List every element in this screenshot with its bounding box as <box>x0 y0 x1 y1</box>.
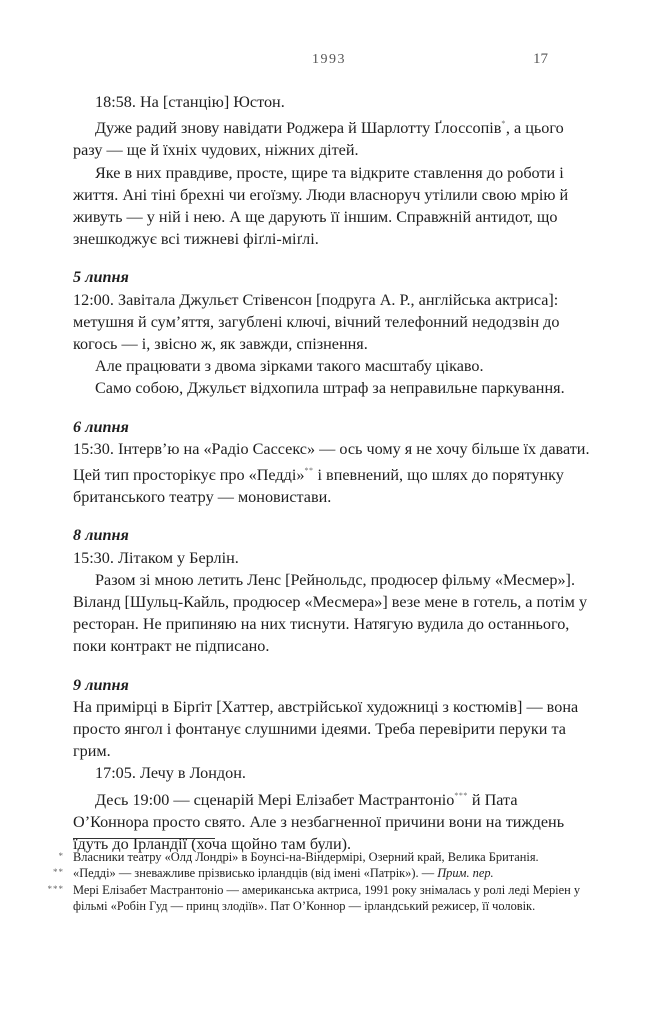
footnote-reference: *** <box>454 790 468 800</box>
footnote-mark: * <box>58 851 64 861</box>
paragraph-text: 15:30. Інтерв’ю на «Радіо Сассекс» — ось чому я не хочу більше їх давати. Цей тип просторікує про «Педді» <box>73 439 590 485</box>
footnote-body <box>73 865 594 881</box>
footnote-mark: ** <box>53 867 64 878</box>
date-heading: 6 липня <box>73 417 129 436</box>
paragraph: Але працювати з двома зірками такого масштабу цікаво. <box>95 357 484 376</box>
footnote <box>24 849 594 865</box>
paragraph: Само собою, Джульєт відхопила штраф за неправильне паркування. <box>95 379 565 398</box>
paragraph-text: Дуже радий знову навідати Роджера й Шарлотту Ґлоссопів <box>95 119 502 138</box>
footnote-reference: ** <box>304 466 314 476</box>
footnote-divider <box>73 838 215 839</box>
footnote <box>24 882 594 915</box>
footnote-text: Мері Елізабет Мастрантоніо — американська актриса, 1991 року знімалась у ролі леді Меріен у фільмі «Робін Гуд — принц злодіїв». Пат О’Коннор — ірландський режисер, її чоловік. <box>73 882 581 914</box>
footnote <box>24 865 594 881</box>
paragraph-text: Десь 19:00 — сценарій Мері Елізабет Мастрантоніо <box>95 790 455 809</box>
footnote-text: Власники театру «Олд Лондрі» в Боунсі-на-Віндермірі, Озерний край, Велика Британія. <box>73 850 539 864</box>
footnote-mark: *** <box>47 883 64 894</box>
paragraph: Разом зі мною летить Ленс [Рейнольдс, продюсер фільму «Месмер»]. Віланд [Шульц-Кайль, продюсер «Месмера»] везе мене в готель, а потім у ресторан. Не припиняю на них тиснути. Натягую вудила до останнього, поки контракт не підписано. <box>73 570 588 656</box>
page-body <box>73 91 590 855</box>
paragraph: 18:58. На [станцію] Юстон. <box>95 93 285 111</box>
paragraph: 17:05. Лечу в Лондон. <box>95 764 246 783</box>
date-heading: 5 липня <box>73 268 129 287</box>
paragraph-text: , а цього разу — ще й їхніх чудових, ніжних дітей. <box>73 119 564 160</box>
paragraph: На примірці в Бірґіт [Хаттер, австрійської художниці з костюмів] — вона просто янгол і фонтанує слушними ідеями. Треба перевірити перуки та грим. <box>73 697 579 761</box>
paragraph: Яке в них правдиве, просте, щире та відкрите ставлення до роботи і життя. Ані тіні брехні чи егоїзму. Люди власноруч утілили свою мрію й живуть — у ній і нею. А ще дарують її іншим. Справжній антидот, що знешкоджує всі тижневі фіґлі-міґлі. <box>73 163 569 249</box>
footnotes <box>24 849 594 915</box>
footnote-text: «Педді» — зневажливе прізвисько ірландців (від імені «Патрік»). — <box>73 866 438 881</box>
date-heading: 9 липня <box>73 675 129 694</box>
paragraph <box>73 785 590 856</box>
paragraph-text: і впевнений, що шлях до порятунку британського театру — моновистави. <box>73 466 564 507</box>
paragraph <box>73 113 590 161</box>
paragraph-text: й Пата О’Коннора просто свято. Але з незбагненної причини вони на тиждень їдуть до Ірландії (хоча щойно там були). <box>73 790 565 854</box>
translator-note: Прим. пер. <box>437 866 494 881</box>
footnote-reference: * <box>501 119 506 129</box>
page-header <box>0 50 667 72</box>
running-head: 1993 <box>312 52 346 67</box>
date-heading: 8 липня <box>73 526 129 545</box>
page-number: 17 <box>533 51 548 67</box>
paragraph: 12:00. Завітала Джульєт Стівенсон [подруга А. Р., англійська актриса]: метушня й сум’яття, загублені ключі, вічний телефонний недодзвін до когось — і, звісно ж, як завжди, спізнення. <box>73 290 560 354</box>
paragraph <box>73 438 590 509</box>
paragraph: 15:30. Літаком у Берлін. <box>73 548 239 567</box>
